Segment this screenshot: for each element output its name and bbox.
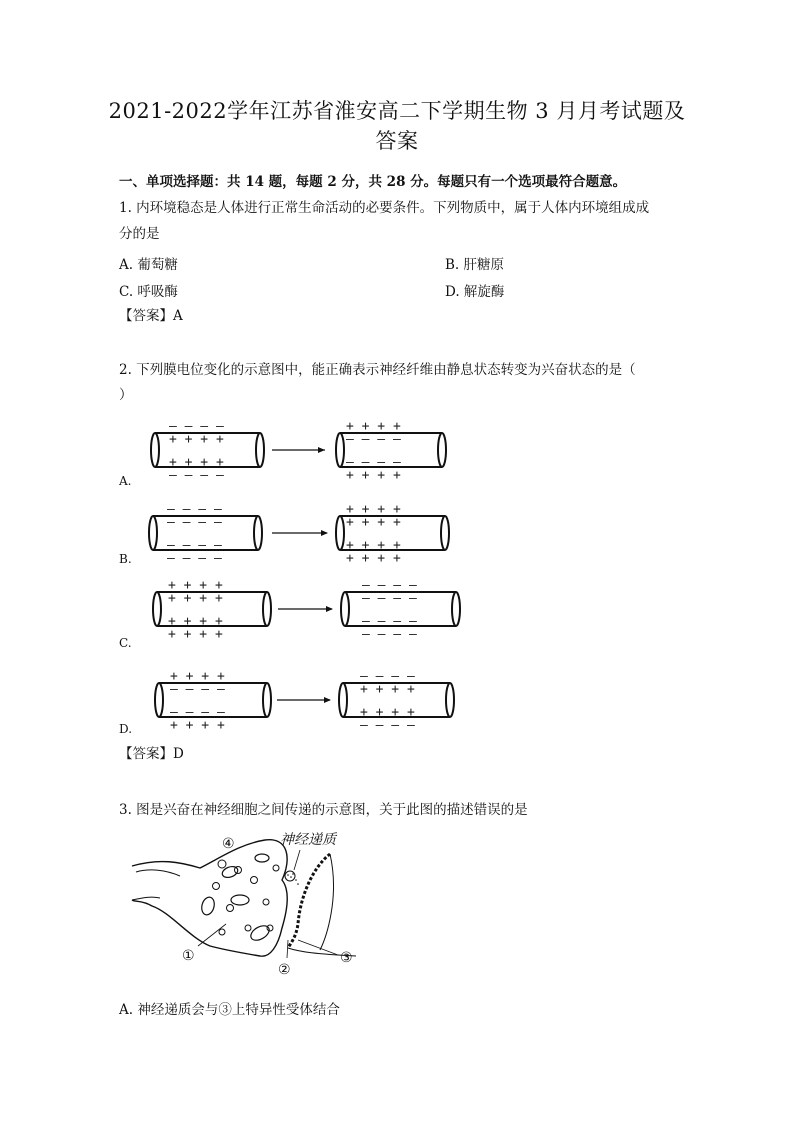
- svg-text:+ + + +: + + + +: [170, 669, 225, 684]
- q1-option-a: A. 葡萄糖: [119, 257, 178, 273]
- svg-text:– – – –: – – – –: [360, 669, 415, 684]
- svg-text:– – – –: – – – –: [169, 468, 224, 483]
- membrane-diagram-b: [140, 503, 460, 565]
- svg-text:– – – –: – – – –: [362, 578, 417, 593]
- q2-stem-line-2: ）: [119, 387, 133, 403]
- svg-text:– – – –: – – – –: [167, 515, 222, 530]
- q1-option-c: C. 呼吸酶: [119, 284, 178, 300]
- q1-option-b: B. 肝糖原: [445, 257, 505, 273]
- svg-text:+ + + +: + + + +: [170, 718, 225, 733]
- svg-text:+ + + +: + + + +: [169, 432, 224, 447]
- svg-text:+ + + +: + + + +: [168, 614, 223, 629]
- q2-letter-c: C.: [119, 636, 132, 650]
- svg-text:+ + + +: + + + +: [168, 627, 223, 642]
- svg-text:+ + + +: + + + +: [346, 468, 401, 483]
- svg-text:+ + + +: + + + +: [346, 551, 401, 566]
- q1-option-d: D. 解旋酶: [445, 284, 505, 300]
- svg-text:– – – –: – – – –: [346, 455, 401, 470]
- svg-text:+ + + +: + + + +: [346, 419, 401, 434]
- title-line-1: 2021-2022学年江苏省淮安高二下学期生物 3 月月考试题及: [108, 99, 686, 123]
- svg-text:+ + + +: + + + +: [346, 538, 401, 553]
- neurotransmitter-label: 神经递质: [280, 832, 336, 848]
- marker-2: ②: [278, 962, 291, 978]
- q2-answer: 【答案】D: [119, 746, 184, 762]
- svg-text:+ + + +: + + + +: [360, 682, 415, 697]
- svg-text:– – – –: – – – –: [362, 627, 417, 642]
- marker-1: ①: [182, 948, 195, 964]
- svg-text:– – – –: – – – –: [170, 705, 225, 720]
- svg-text:– – – –: – – – –: [167, 551, 222, 566]
- svg-text:+ + + +: + + + +: [168, 578, 223, 593]
- section-heading: 一、单项选择题：共 14 题，每题 2 分，共 28 分。每题只有一个选项最符合题意。: [119, 174, 627, 190]
- svg-text:– – – –: – – – –: [362, 614, 417, 629]
- q3-option-a: A. 神经递质会与③上特异性受体结合: [119, 1002, 340, 1018]
- svg-text:– – – –: – – – –: [346, 432, 401, 447]
- membrane-diagram-c: [140, 579, 470, 641]
- document-title: [100, 96, 694, 156]
- q1-stem-line-2: 分的是: [119, 226, 160, 242]
- svg-text:– – – –: – – – –: [169, 419, 224, 434]
- svg-text:+ + + +: + + + +: [346, 502, 401, 517]
- title-line-2: 答案: [375, 129, 419, 153]
- svg-text:+ + + +: + + + +: [360, 705, 415, 720]
- svg-text:– – – –: – – – –: [170, 682, 225, 697]
- marker-3: ③: [340, 950, 353, 966]
- membrane-diagram-d: [140, 670, 470, 732]
- svg-text:– – – –: – – – –: [167, 538, 222, 553]
- q2-stem-line-1: 2. 下列膜电位变化的示意图中，能正确表示神经纤维由静息状态转变为兴奋状态的是（: [119, 362, 636, 378]
- svg-text:+ + + +: + + + +: [346, 515, 401, 530]
- q1-answer: 【答案】A: [119, 308, 183, 324]
- svg-text:– – – –: – – – –: [360, 718, 415, 733]
- marker-4: ④: [222, 836, 235, 852]
- svg-text:+ + + +: + + + +: [169, 455, 224, 470]
- svg-text:– – – –: – – – –: [167, 502, 222, 517]
- membrane-diagram-a: [140, 420, 460, 482]
- synapse-diagram: [130, 828, 370, 978]
- q2-letter-b: B.: [119, 552, 132, 566]
- svg-text:– – – –: – – – –: [362, 591, 417, 606]
- svg-text:+ + + +: + + + +: [168, 591, 223, 606]
- q2-letter-d: D.: [119, 722, 133, 736]
- q2-letter-a: A.: [119, 474, 132, 488]
- q3-stem: 3. 图是兴奋在神经细胞之间传递的示意图，关于此图的描述错误的是: [119, 802, 528, 818]
- q1-stem-line-1: 1. 内环境稳态是人体进行正常生命活动的必要条件。下列物质中，属于人体内环境组成成: [119, 200, 650, 216]
